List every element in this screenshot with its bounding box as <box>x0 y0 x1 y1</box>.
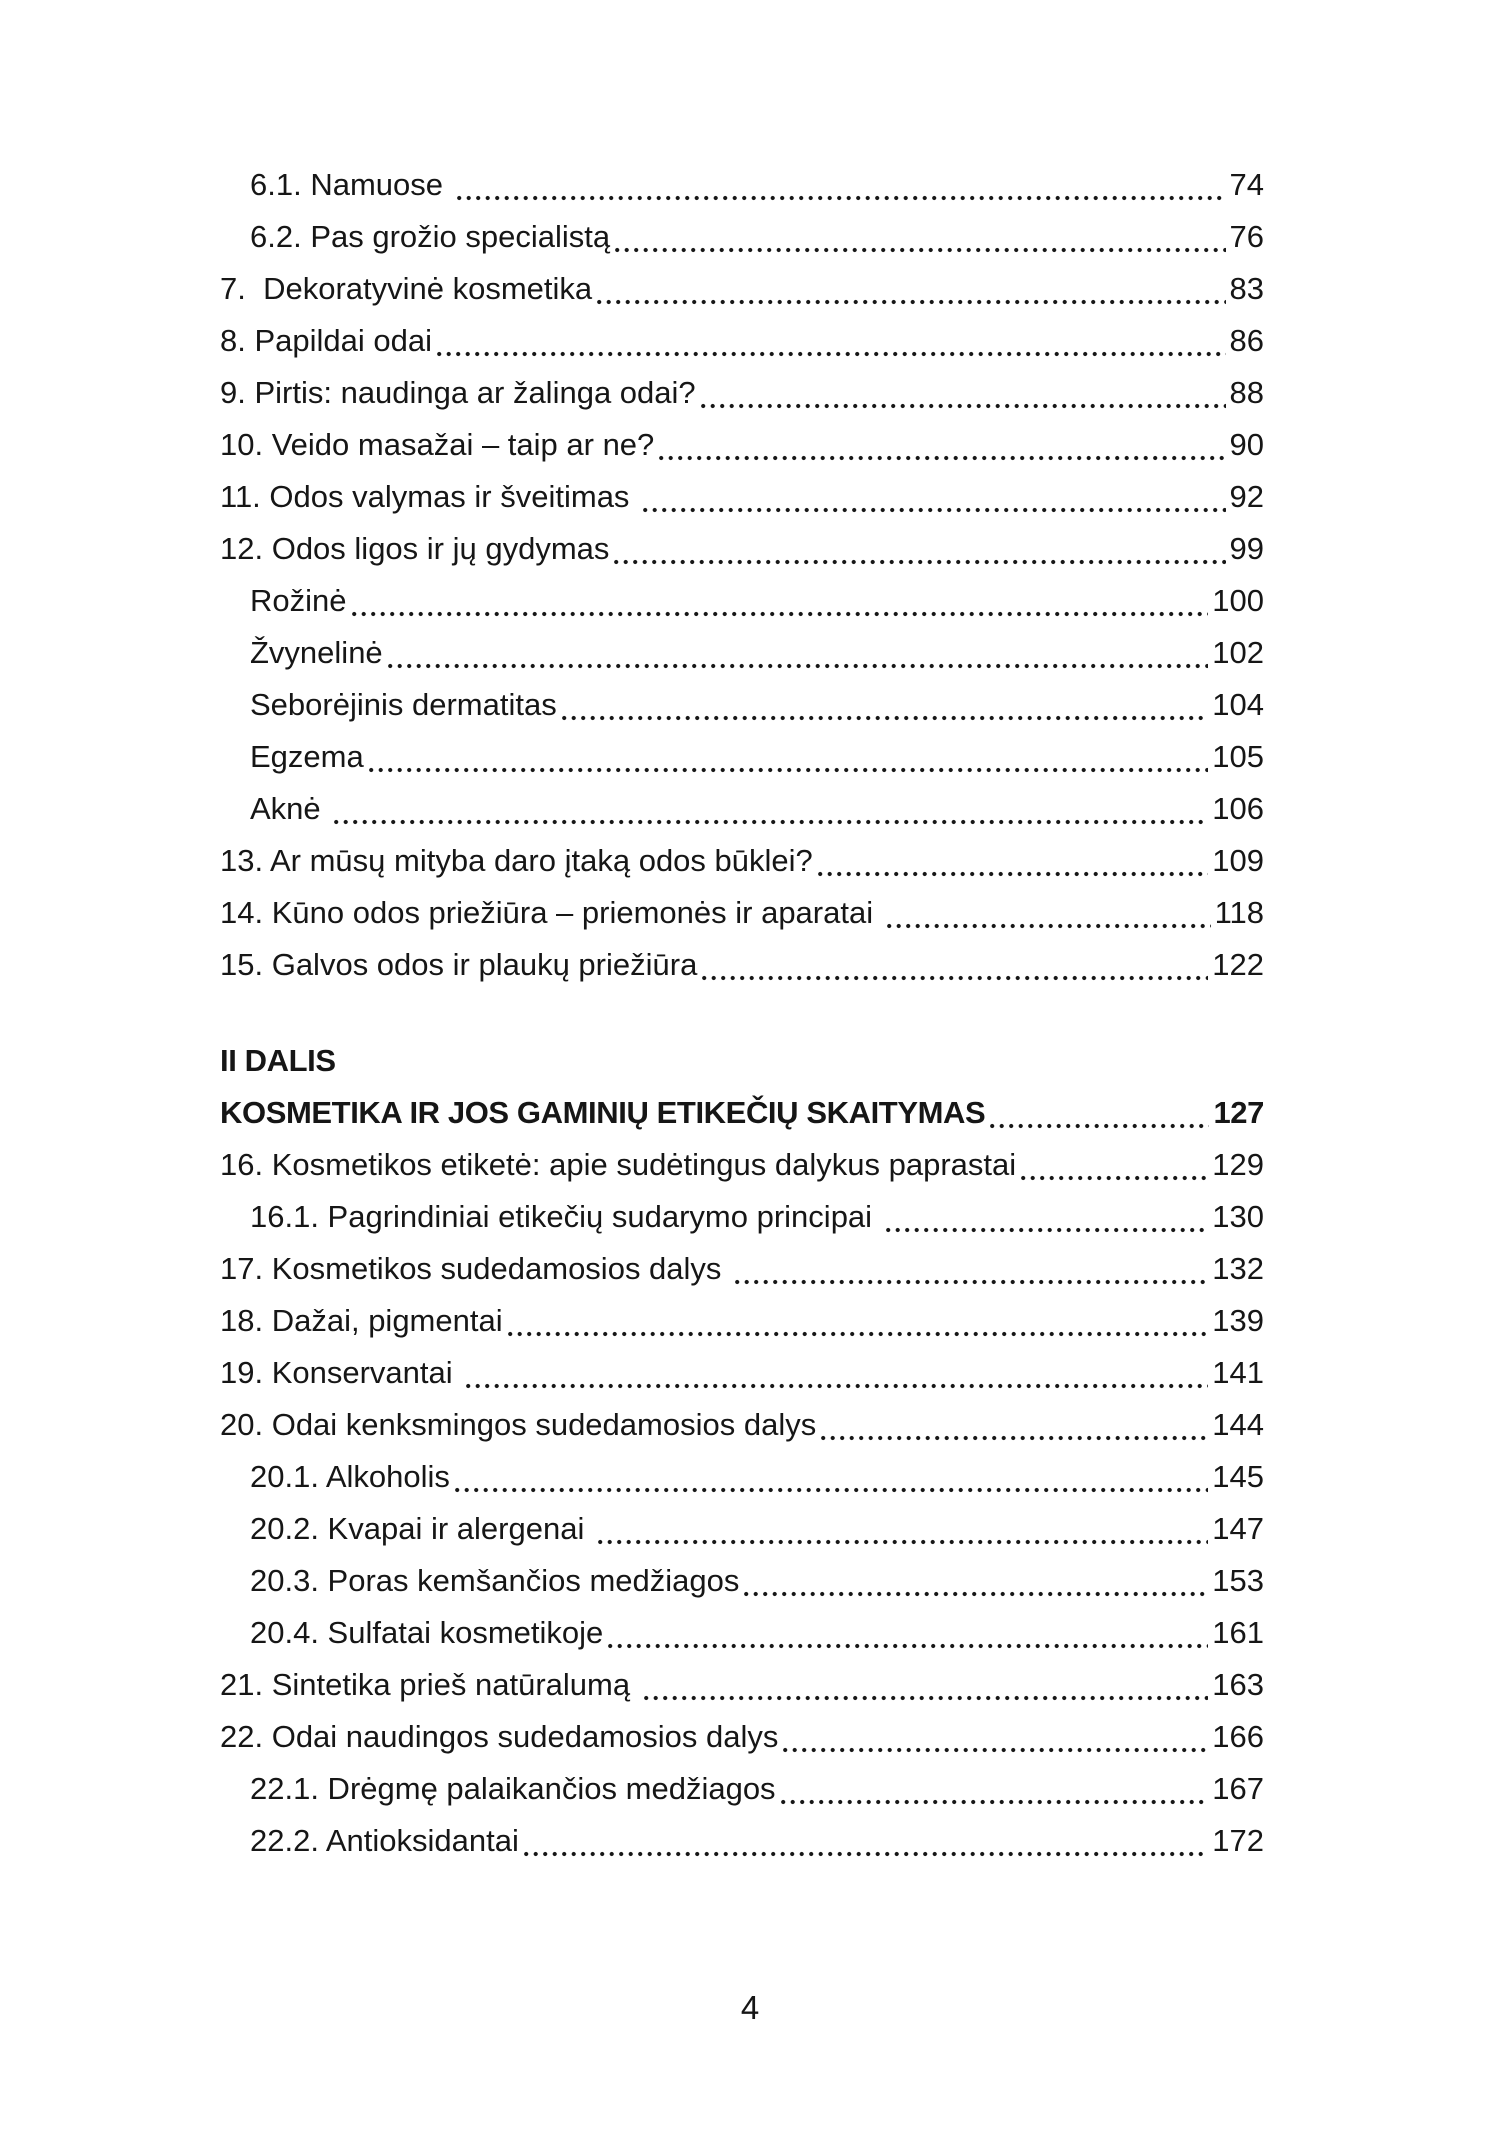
dot-leader <box>659 455 1225 461</box>
toc-entry-label: 21. Sintetika prieš natūralumą <box>220 1667 639 1702</box>
dot-leader <box>608 1643 1208 1649</box>
toc-entry-page: 76 <box>1229 219 1264 254</box>
toc-entry-page: 139 <box>1212 1303 1264 1338</box>
toc-section-2 <box>220 1139 1264 1867</box>
toc-entry-page: 163 <box>1212 1667 1264 1702</box>
toc-entry-page: 92 <box>1229 479 1264 514</box>
toc-entry-label: Egzema <box>250 739 364 774</box>
dot-leader <box>781 1799 1209 1805</box>
toc-entry <box>220 1399 1264 1451</box>
dot-leader <box>821 1435 1208 1441</box>
toc-entry-page: 83 <box>1229 271 1264 306</box>
toc-entry <box>220 1711 1264 1763</box>
toc-entry-label: 9. Pirtis: naudinga ar žalinga odai? <box>220 375 696 410</box>
page-number: 4 <box>740 1989 760 2026</box>
toc-entry-label: 17. Kosmetikos sudedamosios dalys <box>220 1251 731 1286</box>
toc-entry-page: 118 <box>1214 895 1264 930</box>
toc-entry <box>220 1191 1264 1243</box>
toc-entry <box>220 1243 1264 1295</box>
toc-entry <box>220 367 1264 419</box>
toc-entry-label: 8. Papildai odai <box>220 323 432 358</box>
toc-entry-page: 74 <box>1229 167 1264 202</box>
toc-entry-page: 106 <box>1212 791 1264 826</box>
toc-entry <box>220 783 1264 835</box>
dot-leader <box>744 1591 1208 1597</box>
toc-entry-page: 122 <box>1212 947 1264 982</box>
toc-entry <box>220 1139 1264 1191</box>
dot-leader <box>701 403 1226 409</box>
toc-entry-page: 100 <box>1212 583 1264 618</box>
dot-leader <box>818 871 1208 877</box>
toc-entry-label: 10. Veido masažai – taip ar ne? <box>220 427 655 462</box>
toc-entry-page: 90 <box>1229 427 1264 462</box>
part-title-page: 127 <box>1213 1095 1264 1130</box>
toc-entry <box>220 627 1264 679</box>
toc-entry-page: 105 <box>1212 739 1264 774</box>
toc-entry-page: 153 <box>1212 1563 1264 1598</box>
toc-entry-label: 6.2. Pas grožio specialistą <box>250 219 611 254</box>
toc-entry <box>220 1295 1264 1347</box>
toc-entry <box>220 1815 1264 1867</box>
dot-leader <box>643 507 1225 513</box>
part-title-row <box>220 1087 1264 1139</box>
toc-entry <box>220 835 1264 887</box>
toc-entry <box>220 1555 1264 1607</box>
toc-entry <box>220 1763 1264 1815</box>
dot-leader <box>524 1851 1208 1857</box>
toc-entry-label: 16.1. Pagrindiniai etikečių sudarymo principai <box>250 1199 881 1234</box>
toc-entry-label: 20.3. Poras kemšančios medžiagos <box>250 1563 740 1598</box>
toc-entry-label: 20.4. Sulfatai kosmetikoje <box>250 1615 604 1650</box>
toc-entry-page: 161 <box>1212 1615 1264 1650</box>
toc-entry-label: 18. Dažai, pigmentai <box>220 1303 503 1338</box>
toc-entry-page: 86 <box>1229 323 1264 358</box>
toc-entry-label: 19. Konservantai <box>220 1355 462 1390</box>
dot-leader <box>562 715 1209 721</box>
toc-entry <box>220 419 1264 471</box>
dot-leader <box>352 611 1209 617</box>
toc-entry-label: Rožinė <box>250 583 347 618</box>
toc-entry-page: 147 <box>1212 1511 1264 1546</box>
toc-entry-label: 22. Odai naudingos sudedamosios dalys <box>220 1719 779 1754</box>
toc-entry-label: 20.2. Kvapai ir alergenai <box>250 1511 593 1546</box>
dot-leader <box>597 299 1225 305</box>
toc-entry <box>220 731 1264 783</box>
toc-entry-page: 167 <box>1212 1771 1264 1806</box>
dot-leader <box>388 663 1209 669</box>
toc-entry <box>220 1347 1264 1399</box>
toc-entry-page: 132 <box>1212 1251 1264 1286</box>
toc-entry <box>220 471 1264 523</box>
toc-entry-label: 22.2. Antioksidantai <box>250 1823 519 1858</box>
toc-entry <box>220 679 1264 731</box>
toc-entry-label: 7. Dekoratyvinė kosmetika <box>220 271 593 306</box>
dot-leader <box>437 351 1226 357</box>
dot-leader <box>886 1227 1209 1233</box>
dot-leader <box>887 923 1211 929</box>
toc-entry-page: 141 <box>1212 1355 1264 1390</box>
section-spacer <box>220 991 1264 1035</box>
toc-entry <box>220 939 1264 991</box>
toc-entry-page: 109 <box>1212 843 1264 878</box>
toc-entry-label: 11. Odos valymas ir šveitimas <box>220 479 639 514</box>
toc-entry-label: 16. Kosmetikos etiketė: apie sudėtingus dalykus paprastai <box>220 1147 1017 1182</box>
toc-entry <box>220 263 1264 315</box>
toc-entry <box>220 211 1264 263</box>
dot-leader <box>369 767 1209 773</box>
dot-leader <box>598 1539 1208 1545</box>
toc-entry-page: 166 <box>1212 1719 1264 1754</box>
toc-entry-label: Žvynelinė <box>250 635 383 670</box>
toc-entry <box>220 575 1264 627</box>
dot-leader <box>614 559 1225 565</box>
toc-entry-label: 15. Galvos odos ir plaukų priežiūra <box>220 947 698 982</box>
dot-leader <box>783 1747 1208 1753</box>
toc-entry-label: 22.1. Drėgmę palaikančios medžiagos <box>250 1771 776 1806</box>
part-heading-label: II DALIS <box>220 1043 336 1078</box>
toc-entry-label: 6.1. Namuose <box>250 167 452 202</box>
toc-entry-page: 99 <box>1229 531 1264 566</box>
toc-entry-label: 12. Odos ligos ir jų gydymas <box>220 531 610 566</box>
toc-entry <box>220 159 1264 211</box>
toc-entry <box>220 315 1264 367</box>
toc-section-1 <box>220 159 1264 991</box>
toc-entry-page: 145 <box>1212 1459 1264 1494</box>
toc-entry-label: Aknė <box>250 791 330 826</box>
toc-entry-label: 20. Odai kenksmingos sudedamosios dalys <box>220 1407 817 1442</box>
dot-leader <box>990 1123 1209 1129</box>
dot-leader <box>615 247 1225 253</box>
dot-leader <box>466 1383 1208 1389</box>
toc-entry-page: 88 <box>1229 375 1264 410</box>
toc-entry-page: 144 <box>1212 1407 1264 1442</box>
toc-entry-page: 172 <box>1212 1823 1264 1858</box>
toc-entry-page: 104 <box>1212 687 1264 722</box>
toc-entry-label: 13. Ar mūsų mityba daro įtaką odos būklei? <box>220 843 813 878</box>
part-title-label: KOSMETIKA IR JOS GAMINIŲ ETIKEČIŲ SKAITYMAS <box>220 1095 986 1130</box>
toc-entry <box>220 1607 1264 1659</box>
dot-leader <box>455 1487 1208 1493</box>
toc-entry-page: 129 <box>1212 1147 1264 1182</box>
toc-entry <box>220 523 1264 575</box>
toc-entry-label: 20.1. Alkoholis <box>250 1459 450 1494</box>
dot-leader <box>508 1331 1209 1337</box>
dot-leader <box>457 195 1226 201</box>
toc-entry-label: 14. Kūno odos priežiūra – priemonės ir aparatai <box>220 895 882 930</box>
dot-leader <box>644 1695 1209 1701</box>
part-heading-row <box>220 1035 1264 1087</box>
toc-entry-page: 130 <box>1212 1199 1264 1234</box>
dot-leader <box>702 975 1208 981</box>
toc-entry <box>220 1503 1264 1555</box>
dot-leader <box>334 819 1208 825</box>
dot-leader <box>735 1279 1208 1285</box>
toc-entry <box>220 887 1264 939</box>
toc-entry <box>220 1451 1264 1503</box>
dot-leader <box>1021 1175 1208 1181</box>
toc-entry <box>220 1659 1264 1711</box>
table-of-contents <box>220 159 1264 1867</box>
toc-entry-page: 102 <box>1212 635 1264 670</box>
toc-entry-label: Seborėjinis dermatitas <box>250 687 557 722</box>
